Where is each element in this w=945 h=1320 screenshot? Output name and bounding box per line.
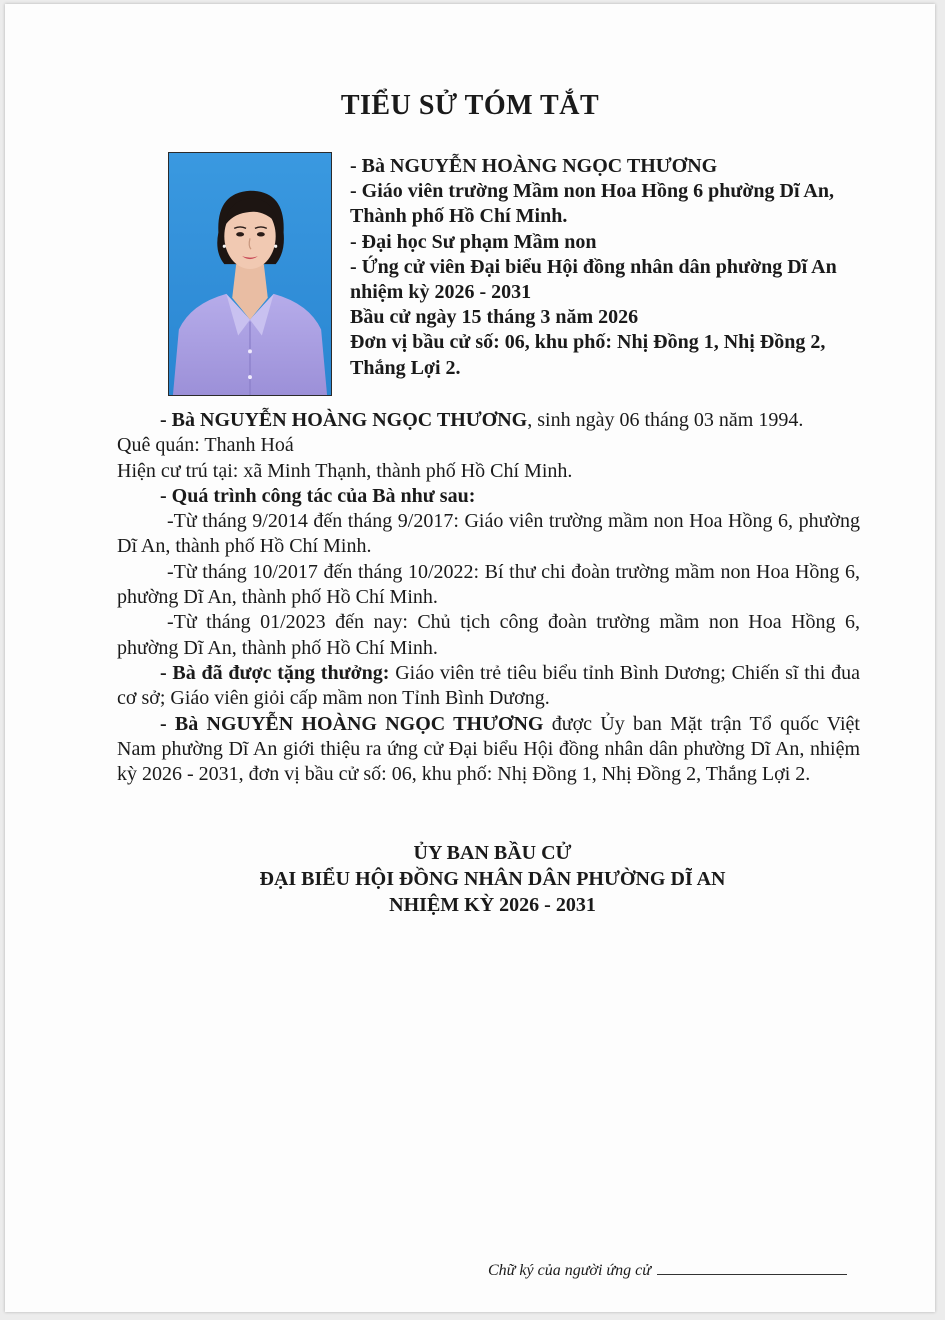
- career-item: -Từ tháng 9/2014 đến tháng 9/2017: Giáo viên trường mầm non Hoa Hồng 6, phường Dĩ An, thành phố Hồ Chí Minh.: [117, 510, 860, 558]
- bio-hometown: Quê quán: Thanh Hoá: [117, 434, 294, 457]
- candidate-summary: [350, 154, 870, 381]
- bio-nomination: [117, 712, 860, 788]
- career-item: -Từ tháng 01/2023 đến nay: Chủ tịch công đoàn trường mầm non Hoa Hồng 6, phường Dĩ An, thành phố Hồ Chí Minh.: [117, 611, 860, 659]
- page-title: TIỂU SỬ TÓM TẮT: [340, 90, 600, 121]
- committee-line-2: ĐẠI BIỂU HỘI ĐỒNG NHÂN DÂN PHƯỜNG DĨ AN: [259, 868, 726, 890]
- awards-heading: - Bà đã được tặng thưởng:: [160, 661, 390, 684]
- portrait-image: [169, 153, 331, 395]
- summary-electoral-unit: Đơn vị bầu cử số: 06, khu phố: Nhị Đồng 1, Nhị Đồng 2, Thắng Lợi 2.: [350, 331, 826, 379]
- candidate-photo: [168, 152, 332, 396]
- signature-label: Chữ ký của người ứng cử: [488, 1262, 651, 1279]
- bio-residence: Hiện cư trú tại: xã Minh Thạnh, thành phố Hồ Chí Minh.: [117, 459, 573, 482]
- summary-workplace: - Giáo viên trường Mầm non Hoa Hồng 6 phường Dĩ An, Thành phố Hồ Chí Minh.: [350, 180, 834, 228]
- summary-name: - Bà NGUYỄN HOÀNG NGỌC THƯƠNG: [350, 155, 718, 177]
- summary-election-date: Bầu cử ngày 15 tháng 3 năm 2026: [350, 306, 639, 329]
- signature-line: [657, 1262, 847, 1275]
- nomination-text: được Ủy ban Mặt trận Tổ quốc Việt Nam phường Dĩ An giới thiệu ra ứng cử Đại biểu Hội đồng nhân dân phường Dĩ An, nhiệm kỳ 2026 - 2031, đơn vị bầu cử số: 06, khu phố: Nhị Đồng 1, Nhị Đồng 2, Thắng Lợi 2.: [117, 712, 860, 786]
- summary-education: - Đại học Sư phạm Mầm non: [350, 230, 597, 253]
- biography-body: [117, 408, 860, 787]
- awards-list: Giáo viên trẻ tiêu biểu tỉnh Bình Dương; Chiến sĩ thi đua cơ sở; Giáo viên giỏi cấp mầm non Tỉnh Bình Dương.: [117, 661, 860, 710]
- document-page: [5, 4, 935, 1312]
- committee-line-1: ỦY BAN BẦU CỬ: [413, 842, 572, 864]
- career-item: -Từ tháng 10/2017 đến tháng 10/2022: Bí thư chi đoàn trường mầm non Hoa Hồng 6, phường Dĩ An, thành phố Hồ Chí Minh.: [117, 560, 860, 609]
- bio-name-bold: - Bà NGUYỄN HOÀNG NGỌC THƯƠNG: [160, 409, 528, 431]
- career-heading: - Quá trình công tác của Bà như sau:: [160, 484, 476, 507]
- election-committee-block: [5, 840, 945, 918]
- bio-birth: [117, 408, 860, 433]
- committee-line-3: NHIỆM KỲ 2026 - 2031: [389, 894, 596, 916]
- bio-awards: [117, 661, 860, 712]
- candidate-signature: [488, 1262, 847, 1280]
- nomination-name-bold: - Bà NGUYỄN HOÀNG NGỌC THƯƠNG: [160, 712, 544, 735]
- summary-candidacy: - Ứng cử viên Đại biểu Hội đồng nhân dân phường Dĩ An nhiệm kỳ 2026 - 2031: [350, 255, 837, 304]
- bio-birthdate: , sinh ngày 06 tháng 03 năm 1994.: [527, 409, 804, 431]
